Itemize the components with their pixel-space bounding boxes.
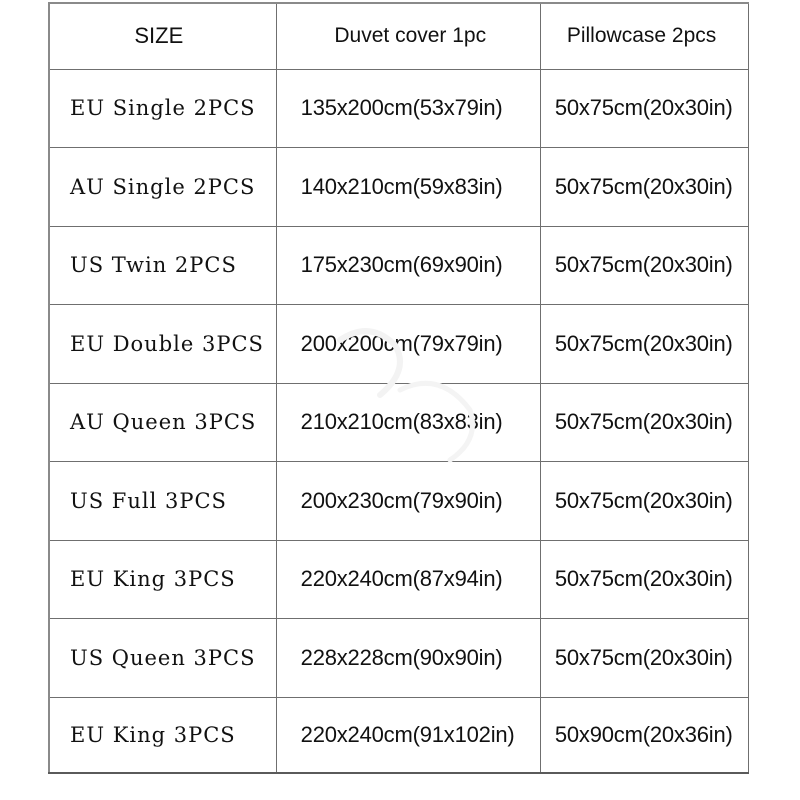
table-row bbox=[49, 540, 749, 618]
duvet-size-cell: 200x200cm(79x79in) bbox=[276, 304, 540, 383]
pillowcase-size-cell: 50x90cm(20x36in) bbox=[540, 697, 748, 773]
duvet-size-cell: 220x240cm(87x94in) bbox=[276, 540, 540, 618]
table-row bbox=[49, 147, 749, 226]
size-cell: US Twin 2PCS bbox=[49, 226, 276, 304]
pillowcase-size-cell: 50x75cm(20x30in) bbox=[540, 147, 748, 226]
header-size: SIZE bbox=[49, 3, 276, 69]
duvet-size-cell: 140x210cm(59x83in) bbox=[276, 147, 540, 226]
size-cell: EU King 3PCS bbox=[49, 540, 276, 618]
pillowcase-size-cell: 50x75cm(20x30in) bbox=[540, 383, 748, 461]
pillowcase-size-cell: 50x75cm(20x30in) bbox=[540, 618, 748, 697]
pillowcase-size-cell: 50x75cm(20x30in) bbox=[540, 540, 748, 618]
size-cell: EU Double 3PCS bbox=[49, 304, 276, 383]
pillowcase-size-cell: 50x75cm(20x30in) bbox=[540, 226, 748, 304]
table-header-row bbox=[49, 3, 749, 69]
pillowcase-size-cell: 50x75cm(20x30in) bbox=[540, 69, 748, 147]
size-cell: AU Queen 3PCS bbox=[49, 383, 276, 461]
table-row bbox=[49, 461, 749, 540]
size-cell: EU Single 2PCS bbox=[49, 69, 276, 147]
pillowcase-size-cell: 50x75cm(20x30in) bbox=[540, 461, 748, 540]
duvet-size-cell: 175x230cm(69x90in) bbox=[276, 226, 540, 304]
pillowcase-size-cell: 50x75cm(20x30in) bbox=[540, 304, 748, 383]
table-row bbox=[49, 383, 749, 461]
size-cell: US Queen 3PCS bbox=[49, 618, 276, 697]
table-row bbox=[49, 618, 749, 697]
size-chart-table bbox=[48, 2, 749, 774]
duvet-size-cell: 220x240cm(91x102in) bbox=[276, 697, 540, 773]
size-cell: US Full 3PCS bbox=[49, 461, 276, 540]
header-duvet-cover: Duvet cover 1pc bbox=[276, 3, 540, 69]
duvet-size-cell: 228x228cm(90x90in) bbox=[276, 618, 540, 697]
duvet-size-cell: 200x230cm(79x90in) bbox=[276, 461, 540, 540]
table-row bbox=[49, 697, 749, 773]
size-cell: AU Single 2PCS bbox=[49, 147, 276, 226]
size-cell: EU King 3PCS bbox=[49, 697, 276, 773]
table-row bbox=[49, 69, 749, 147]
table-row bbox=[49, 304, 749, 383]
header-pillowcase: Pillowcase 2pcs bbox=[540, 3, 748, 69]
table-row bbox=[49, 226, 749, 304]
duvet-size-cell: 210x210cm(83x83in) bbox=[276, 383, 540, 461]
duvet-size-cell: 135x200cm(53x79in) bbox=[276, 69, 540, 147]
